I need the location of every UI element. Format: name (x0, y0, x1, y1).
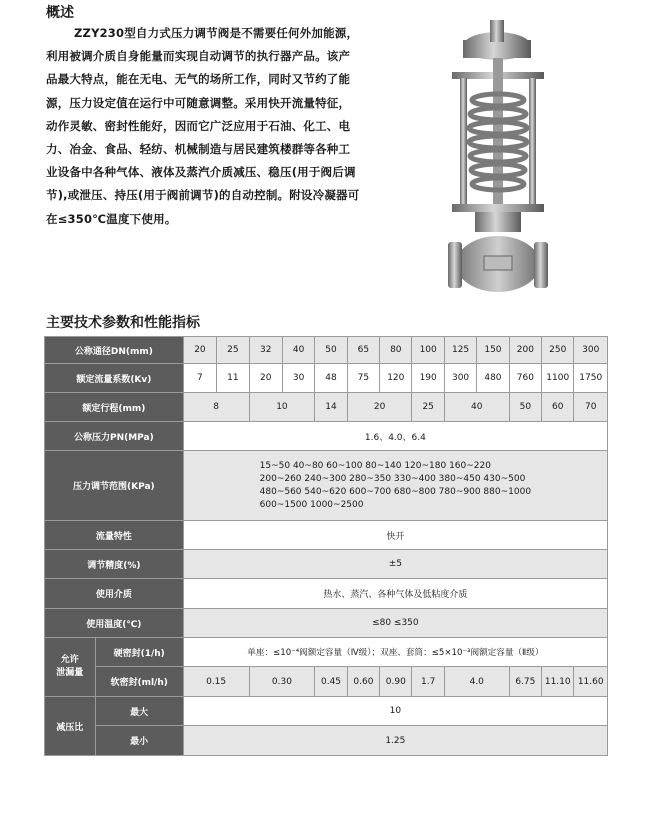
cell: 65 (347, 337, 379, 364)
row-leak-hard (45, 638, 608, 667)
cell: 11.60 (574, 667, 608, 697)
cell: 8 (183, 393, 249, 422)
range-cell (183, 451, 607, 521)
label-temp: 使用温度(℃) (45, 609, 184, 638)
cell: 60 (542, 393, 574, 422)
cell: 70 (574, 393, 608, 422)
cell: 1100 (542, 364, 574, 393)
cell: 1.6、4.0、6.4 (183, 422, 607, 451)
cell: 25 (217, 337, 249, 364)
cell: 10 (249, 393, 315, 422)
cell: 100 (412, 337, 444, 364)
cell: 190 (412, 364, 444, 393)
cell: 300 (444, 364, 476, 393)
cell: 0.15 (183, 667, 249, 697)
label-leak-hard: 硬密封(1/h) (95, 638, 183, 667)
label-dn: 公称通径DN(mm) (45, 337, 184, 364)
row-temp (45, 609, 608, 638)
label-medium: 使用介质 (45, 579, 184, 609)
cell: 250 (542, 337, 574, 364)
label-ratio-min: 最小 (95, 726, 183, 756)
overview-line-6: 力、冶金、食品、轻纺、机械制造与居民建筑楼群等各种工 (46, 142, 351, 157)
pressure-valve-photo (430, 12, 570, 302)
cell: 11 (217, 364, 249, 393)
cell: 0.45 (315, 667, 347, 697)
cell: 75 (347, 364, 379, 393)
cell: ≤80 ≤350 (183, 609, 607, 638)
range-line: 600~1500 1000~2500 (259, 499, 364, 510)
cell: 单座：≤10⁻⁴阀额定容量（Ⅳ级）；双座、套筒：≤5×10⁻³阀额定容量（Ⅱ级） (183, 638, 607, 667)
cell: 50 (315, 337, 347, 364)
cell: 20 (347, 393, 412, 422)
cell: 1.25 (183, 726, 607, 756)
label-kv: 额定流量系数(Kv) (45, 364, 184, 393)
overview-line-8: 节),或泄压、持压(用于阀前调节)的自动控制。附设冷凝器可 (46, 188, 360, 203)
cell: 25 (412, 393, 444, 422)
label-ratio-max: 最大 (95, 697, 183, 726)
overview-text (46, 22, 380, 231)
row-ratio-max (45, 697, 608, 726)
range-line: 200~260 240~300 280~350 330~400 380~450 430~500 (259, 473, 526, 484)
cell: 30 (282, 364, 314, 393)
cell: 300 (574, 337, 608, 364)
row-medium (45, 579, 608, 609)
cell: 1750 (574, 364, 608, 393)
cell: 1.7 (412, 667, 444, 697)
cell: 760 (509, 364, 541, 393)
row-leak-soft (45, 667, 608, 697)
label-leak: 允许 泄漏量 (45, 638, 96, 697)
row-accuracy (45, 550, 608, 579)
cell: 0.90 (380, 667, 412, 697)
cell: 6.75 (509, 667, 541, 697)
row-stroke (45, 393, 608, 422)
row-ratio-min (45, 726, 608, 756)
row-pn (45, 422, 608, 451)
cell: 20 (249, 364, 282, 393)
label-leak-soft: 软密封(ml/h) (95, 667, 183, 697)
label-accuracy: 调节精度(%) (45, 550, 184, 579)
label-range: 压力调节范围(KPa) (45, 451, 184, 521)
row-range (45, 451, 608, 521)
row-kv (45, 364, 608, 393)
cell: 40 (282, 337, 314, 364)
overview-line-9: 在≤350℃温度下使用。 (46, 211, 177, 226)
range-line: 480~560 540~620 600~700 680~800 780~900 880~1000 (259, 486, 532, 497)
cell: 200 (509, 337, 541, 364)
range-line: 15~50 40~80 60~100 80~140 120~180 160~220 (259, 460, 491, 471)
overview-line-2: 利用被调介质自身能量而实现自动调节的执行器产品。该产 (46, 49, 351, 64)
cell: 80 (380, 337, 412, 364)
cell: 150 (477, 337, 509, 364)
overview-heading: 概述 (46, 5, 74, 21)
overview-line-7: 业设备中各种气体、液体及蒸汽介质减压、稳压(用于阀后调 (46, 165, 356, 180)
cell: 125 (444, 337, 476, 364)
label-stroke: 额定行程(mm) (45, 393, 184, 422)
spec-table (44, 336, 608, 756)
overview-line-5: 动作灵敏、密封性能好，因而它广泛应用于石油、化工、电 (46, 118, 351, 133)
cell: 7 (183, 364, 216, 393)
cell: 48 (315, 364, 347, 393)
cell: 14 (315, 393, 347, 422)
cell: 快开 (183, 521, 607, 550)
cell: 120 (380, 364, 412, 393)
table-title: 主要技术参数和性能指标 (46, 315, 200, 331)
row-dn (45, 337, 608, 364)
row-flow-char (45, 521, 608, 550)
cell: ±5 (183, 550, 607, 579)
cell: 0.60 (347, 667, 379, 697)
cell: 0.30 (249, 667, 315, 697)
cell: 热水、蒸汽、各种气体及低粘度介质 (183, 579, 607, 609)
overview-line-3: 品最大特点，能在无电、无气的场所工作，同时又节约了能 (46, 72, 351, 87)
cell: 11.10 (542, 667, 574, 697)
cell: 40 (444, 393, 509, 422)
cell: 4.0 (444, 667, 509, 697)
cell: 50 (509, 393, 541, 422)
label-flow-char: 流量特性 (45, 521, 184, 550)
cell: 480 (477, 364, 509, 393)
label-ratio: 减压比 (45, 697, 96, 756)
cell: 10 (183, 697, 607, 726)
overview-line-1: ZZY230型自力式压力调节阀是不需要任何外加能源， (74, 26, 359, 40)
cell: 20 (183, 337, 216, 364)
cell: 32 (249, 337, 282, 364)
overview-line-4: 源，压力设定值在运行中可随意调整。采用快开流量特征， (46, 95, 351, 110)
label-pn: 公称压力PN(MPa) (45, 422, 184, 451)
